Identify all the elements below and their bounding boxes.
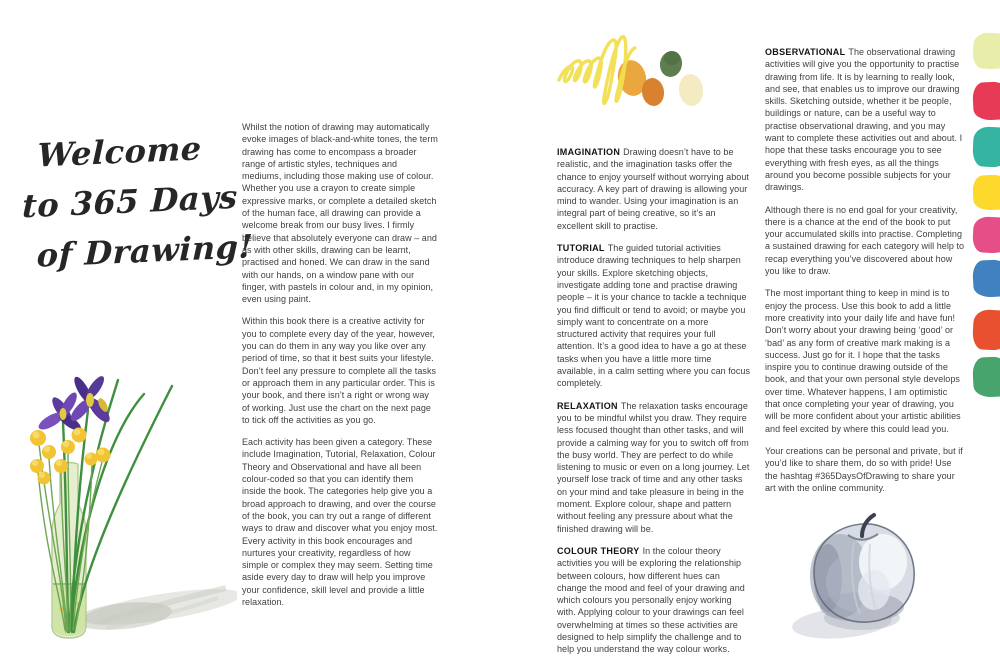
intro-paragraph: Within this book there is a creative activity for you to complete every day of the year, however, you can do them in any way you like over any period of time, so that it best suits your lifestyle. Don’t feel any pressure to complete all the tasks or approach them in any particular order. This is your book, and there isn’t a right or wrong way of working. Just use the chart on the next page to tick off the activities as you go. — [242, 316, 437, 425]
page-title-line: of Drawing! — [36, 227, 254, 275]
observational-column — [765, 46, 965, 504]
iris-flowers — [36, 374, 113, 434]
crayon-swatch — [972, 32, 1000, 70]
crayon-swatch — [972, 126, 1000, 168]
intro-paragraph: Whilst the notion of drawing may automatically evoke images of black-and-white tones, the term drawing has come to encompass a broader range of artistic styles, techniques and mediums, including those making use of colour. Whether you use a crayon to create simple expressive marks, or complete a detailed sketch of the human face, all drawing can provide a welcome break from our busy lives. I firmly believe that absolutely everyone can draw – and as with other skills, drawing can be learnt, practised and honed. We can draw in the sand with our hands, on a window pane with our finger, with pastels in colour and, in my opinion, even using paint. — [242, 122, 438, 305]
category-label: OBSERVATIONAL — [765, 47, 846, 57]
intro-text-column — [242, 121, 438, 618]
category-label: COLOUR THEORY — [557, 545, 640, 556]
category-body: The observational drawing activities will give you the opportunity to practise drawing from life. It is by learning to really look, and see, that enables us to improve our drawing skills. Sketching outside, whether it be people, buildings or nature, can be a useful way to practise observational drawing, and you may want to complete these activities out and about. I hope that these tasks encourage you to see everything with fresh eyes, as all the things around you become possible subjects for your drawings. — [765, 47, 963, 193]
crayon-swatch-strip — [964, 0, 1000, 656]
category-label: TUTORIAL — [557, 243, 605, 254]
page-title-line: Welcome — [36, 129, 203, 175]
page-title — [20, 121, 264, 282]
apple-sketch-illustration — [790, 508, 945, 655]
page-title-line: to 365 Days — [21, 177, 239, 226]
closing-paragraph-hashtag: Your creations can be personal and private, but if you’d like to share them, do so with pride! Use the hashtag #365DaysOfDrawing to share your art with the online community. — [765, 445, 963, 493]
category-label: RELAXATION — [557, 400, 618, 411]
category-observational — [765, 46, 965, 194]
category-label: IMAGINATION — [557, 147, 621, 157]
category-body: The guided tutorial activities introduce drawing techniques to help sharpen your skills. Explore sketching objects, investigate adding tone and practise drawing people – it is your chance to tackle a technique you find difficult or tend to avoid; or maybe you simply want to concentrate on a more structured activity that requires your full attention. It’s a good idea to have a go at these tasks when you have a little more time available, in a calm setting where you can focus completely. — [557, 243, 751, 389]
closing-paragraph: Although there is no end goal for your creativity, there is a chance at the end of the book to put your accumulated skills into practise. Completing a sustained drawing for each category will help to recap everything you’ve discovered about how you like to draw. — [765, 204, 965, 277]
category-relaxation — [557, 400, 751, 535]
crayon-swatch — [972, 81, 1000, 121]
category-body: The relaxation tasks encourage you to be mindful whilst you draw. They require less focused thought than other tasks, and will provide a calming way for you to switch off from the busy world. They are perfect to do while listening to music or even on a long journey. Let yourself lose track of time and any other tasks on your mind and take pleasure in being in the moment. Explore colour, shape and pattern without feeling any pressure about what the finished drawing will be. — [557, 400, 750, 534]
crayon-swatch — [972, 216, 1000, 254]
categories-column — [557, 146, 751, 656]
category-body: Drawing doesn’t have to be realistic, and the imagination tasks offer the chance to enjoy yourself without worrying about accuracy. A key part of drawing is allowing your mind to wander. Using your imagination is an integral part of being creative, so it’s an excellent skill to practise. — [557, 147, 749, 231]
category-body: In the colour theory activities you will be exploring the relationship between colours, how different hues can change the mood and feel of your drawing and which colours you personally enjoy working with. Applying colour to your drawings can feel overwhelming at times so these activities are designed to help simplify the challenge and to help you understand the way colour works. — [557, 545, 745, 655]
category-tutorial — [557, 242, 751, 390]
category-colour-theory — [557, 545, 751, 656]
flower-vase-illustration — [22, 364, 237, 656]
crayon-swatch — [972, 356, 1000, 398]
crayon-swatch — [972, 259, 1000, 298]
intro-paragraph: Each activity has been given a category. These include Imagination, Tutorial, Relaxation, Colour Theory and Observational and have all been colour-coded so that you can identify them inside the book. The categories help give you a broad approach to drawing, and over the course of the book, you can try out a range of different ways to draw and discover what you enjoy most. Every activity in this book encourages and nurtures your creativity, regardless of how simple or complex they may seem. Setting time aside every day to draw will help you improve your confidence, skill level and provide a little relaxation. — [242, 437, 438, 607]
crayon-swatch — [972, 174, 1000, 211]
category-imagination — [557, 146, 751, 232]
crayon-swatch — [972, 309, 1000, 351]
paint-scribble-illustration — [553, 26, 705, 123]
closing-paragraph: The most important thing to keep in mind is to enjoy the process. Use this book to add a little more creativity into your daily life and have fun! Don’t worry about your drawing being ‘good’ or ‘bad’ as any form of creative mark making is a success. Just go for it. I hope that the tasks inspire you to continue drawing outside of the book, and that your own personal style develops over time. Whatever happens, I am optimistic that once completing your year of drawing, you will be more confident about your artistic abilities and feel excited by where this could lead you. — [765, 288, 961, 434]
